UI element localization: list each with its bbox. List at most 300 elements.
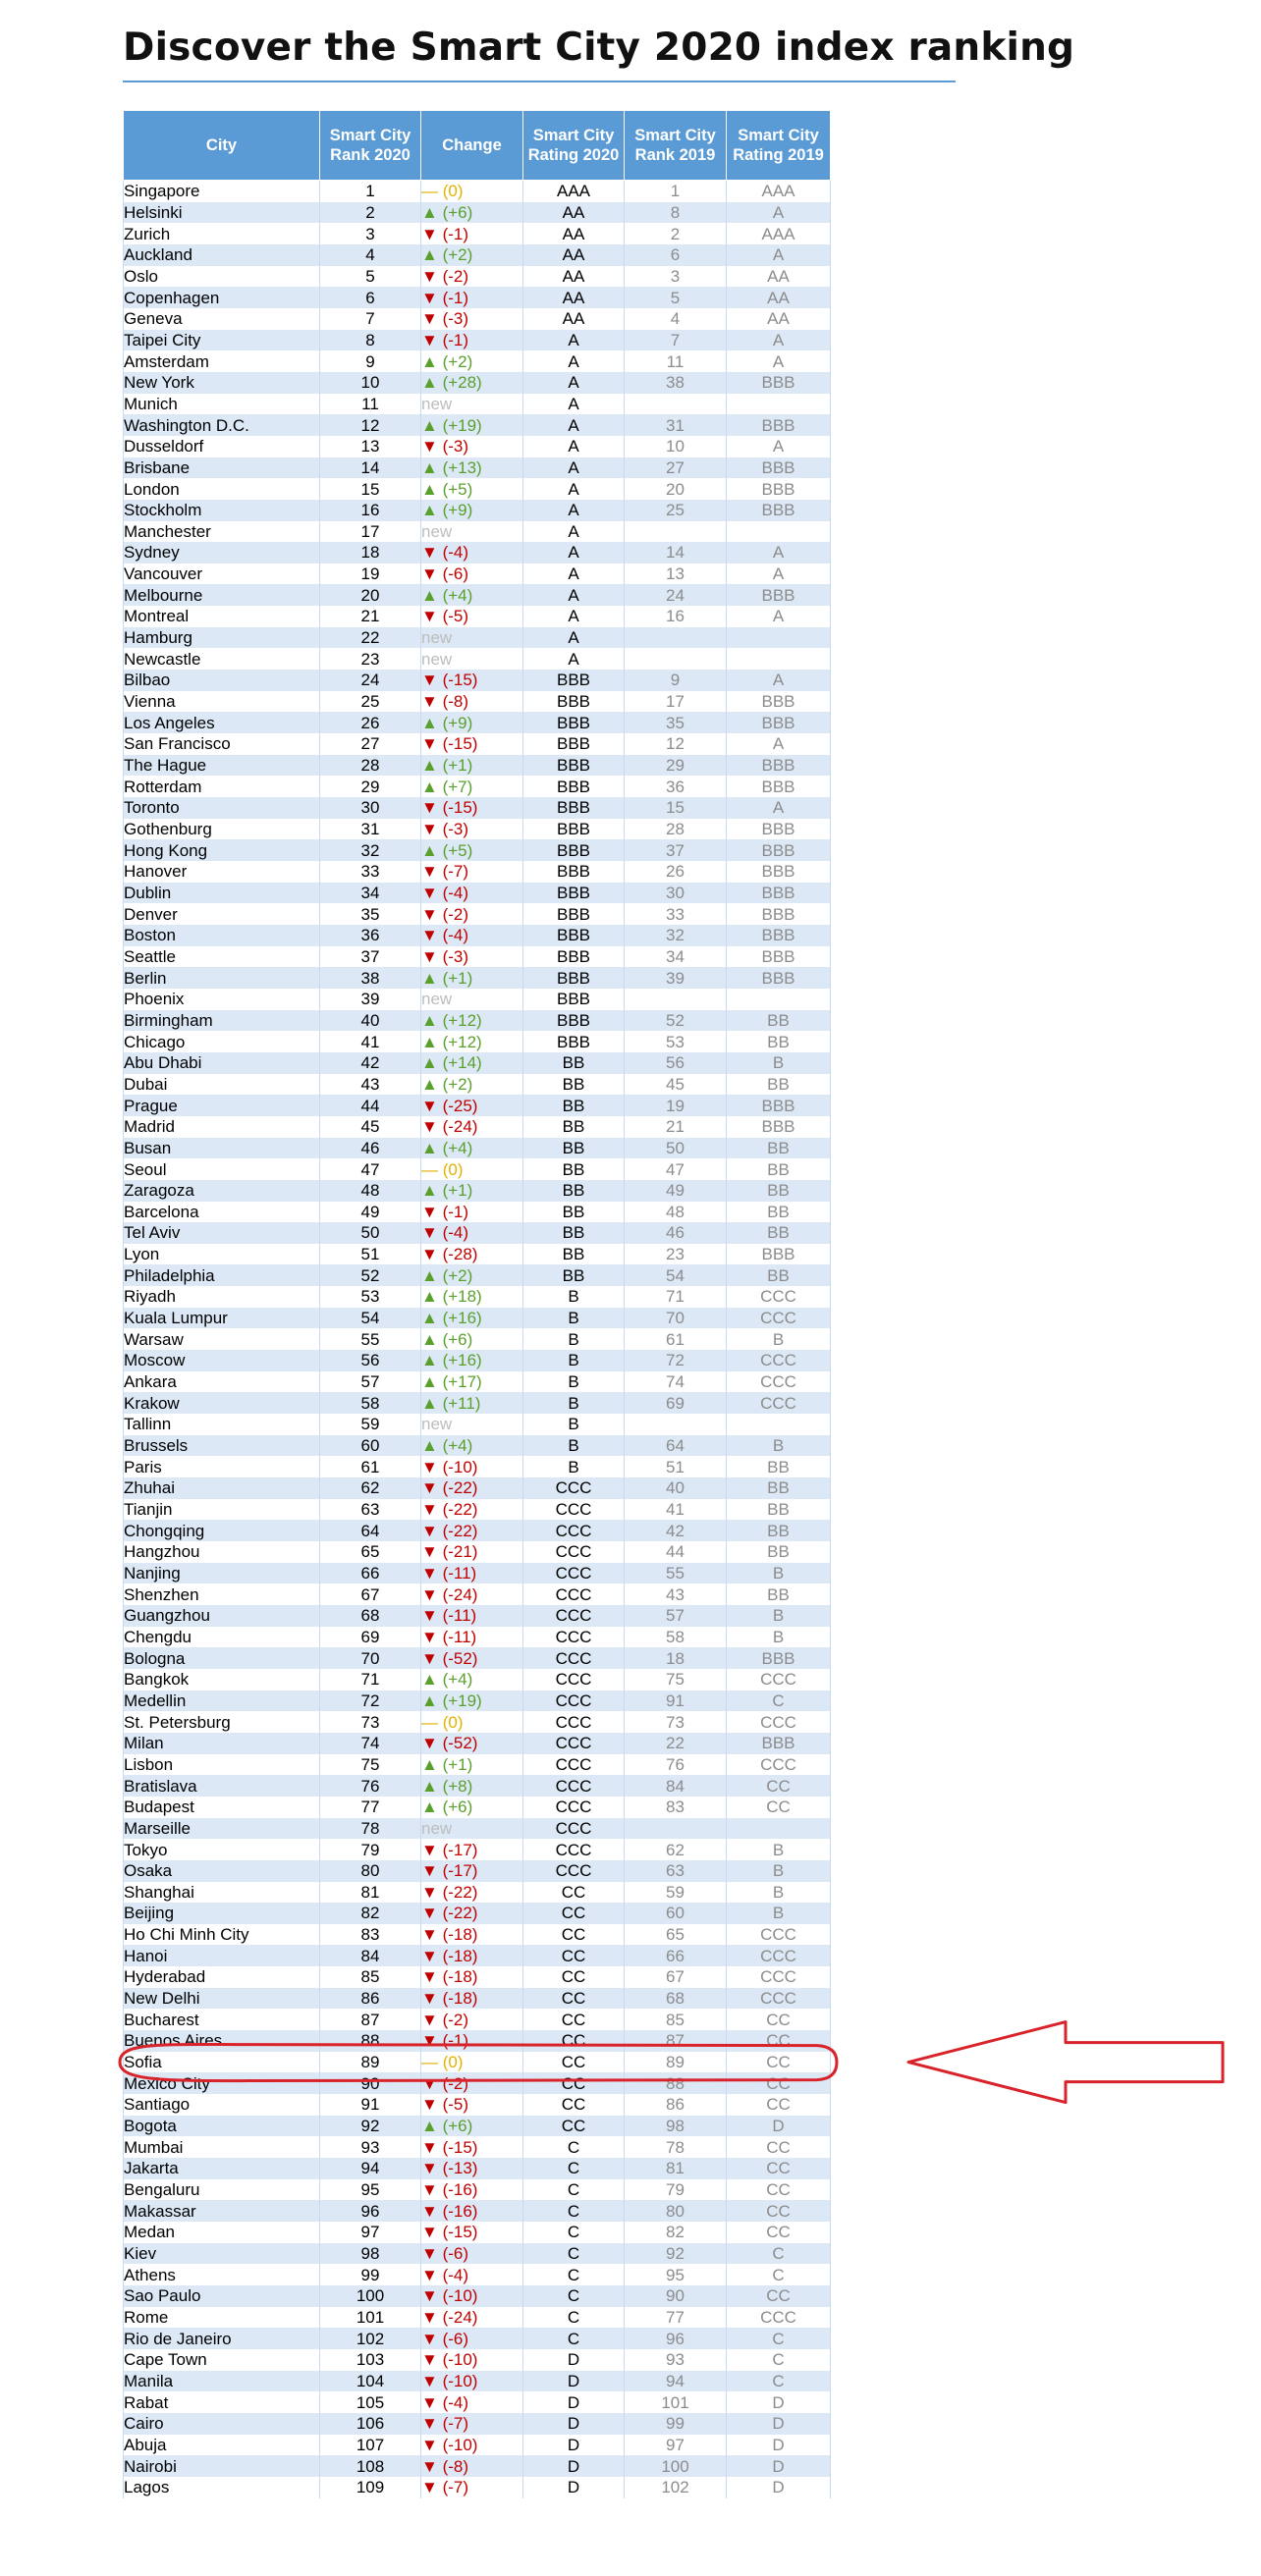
rank-2019-cell: 83 [625, 1797, 727, 1818]
triangle-down-icon: ▼ [421, 2392, 443, 2412]
rank-2019-cell: 28 [625, 819, 727, 840]
change-value: (-5) [442, 2095, 469, 2115]
rating-2019-cell: BB [727, 1138, 831, 1159]
change-value: (-10) [442, 2435, 478, 2454]
rating-2019-cell: BB [727, 1010, 831, 1032]
rating-2020-cell: BB [523, 1222, 625, 1244]
triangle-down-icon: ▼ [421, 288, 443, 307]
rank-2020-cell: 58 [320, 1392, 421, 1414]
change-value: (+4) [442, 1670, 473, 1690]
rank-2019-cell: 17 [625, 691, 727, 713]
rating-2020-cell: CC [523, 2030, 625, 2052]
rating-2020-cell: B [523, 1328, 625, 1350]
rating-2019-cell: BB [727, 1074, 831, 1096]
triangle-up-icon: ▲ [421, 1776, 443, 1796]
change-value: (-4) [442, 883, 469, 902]
rank-2020-cell: 61 [320, 1456, 421, 1477]
rank-2019-cell: 98 [625, 2116, 727, 2137]
change-value: (-28) [442, 1245, 478, 1264]
change-value: (-5) [442, 607, 469, 626]
triangle-down-icon: ▼ [421, 543, 443, 563]
rating-2020-cell: BBB [523, 967, 625, 989]
rating-2019-cell: CC [727, 2200, 831, 2222]
city-cell: Hong Kong [124, 839, 320, 861]
rank-2020-cell: 8 [320, 330, 421, 351]
rating-2019-cell: CC [727, 1797, 831, 1818]
triangle-up-icon: ▲ [421, 457, 443, 477]
city-cell: Nairobi [124, 2455, 320, 2477]
rating-2019-cell: A [727, 542, 831, 564]
rating-2020-cell: CCC [523, 1860, 625, 1882]
rank-2019-cell: 7 [625, 330, 727, 351]
city-cell: Mexico City [124, 2072, 320, 2094]
change-value: (+18) [442, 1287, 482, 1307]
triangle-up-icon: ▲ [421, 756, 443, 776]
city-cell: Berlin [124, 967, 320, 989]
city-cell: St. Petersburg [124, 1711, 320, 1733]
triangle-down-icon: ▼ [421, 1202, 443, 1221]
triangle-down-icon: ▼ [421, 1584, 443, 1604]
rating-2019-cell: BBB [727, 1095, 831, 1116]
triangle-up-icon: ▲ [421, 373, 443, 393]
rank-2020-cell: 49 [320, 1202, 421, 1223]
city-cell: Bratislava [124, 1775, 320, 1797]
rating-2019-cell: CCC [727, 1308, 831, 1329]
triangle-down-icon: ▼ [421, 1904, 443, 1923]
rank-2020-cell: 80 [320, 1860, 421, 1882]
change-value: (+4) [442, 585, 473, 605]
rank-2020-cell: 37 [320, 946, 421, 968]
rating-2020-cell: BBB [523, 755, 625, 777]
rank-2019-cell: 1 [625, 181, 727, 202]
triangle-down-icon: ▼ [421, 1606, 443, 1626]
rating-2020-cell: AA [523, 266, 625, 288]
rating-2020-cell: AA [523, 244, 625, 266]
rank-2019-cell: 31 [625, 414, 727, 436]
rating-2019-cell: CCC [727, 1924, 831, 1946]
rank-2020-cell: 45 [320, 1116, 421, 1138]
rating-2019-cell: CC [727, 2052, 831, 2073]
rating-2020-cell: BB [523, 1052, 625, 1074]
triangle-down-icon: ▼ [421, 224, 443, 243]
rank-2019-cell: 33 [625, 903, 727, 925]
rating-2020-cell: D [523, 2413, 625, 2435]
dash-icon: — [421, 182, 443, 201]
rating-2020-cell: CCC [523, 1647, 625, 1669]
change-value: (+1) [442, 1754, 473, 1774]
change-value: (-7) [442, 2478, 469, 2497]
triangle-down-icon: ▼ [421, 2286, 443, 2306]
rank-2020-cell: 87 [320, 2009, 421, 2030]
rating-2019-cell: CCC [727, 1669, 831, 1690]
rating-2019-cell: CC [727, 1775, 831, 1797]
rating-2019-cell: BBB [727, 457, 831, 479]
rank-2019-cell: 79 [625, 2179, 727, 2201]
city-cell: Manila [124, 2371, 320, 2392]
change-value: (-16) [442, 2180, 478, 2200]
triangle-up-icon: ▲ [421, 1010, 443, 1030]
rank-2020-cell: 82 [320, 1903, 421, 1924]
city-cell: Budapest [124, 1797, 320, 1818]
change-value: (+14) [442, 1053, 482, 1073]
change-value: (-16) [442, 2201, 478, 2221]
rank-2020-cell: 84 [320, 1945, 421, 1966]
rating-2019-cell: CCC [727, 1754, 831, 1776]
rating-2019-cell: CC [727, 2285, 831, 2307]
change-value: (+11) [442, 1393, 481, 1413]
rating-2019-cell: CCC [727, 1966, 831, 1988]
rank-2020-cell: 47 [320, 1158, 421, 1180]
triangle-down-icon: ▼ [421, 1478, 443, 1498]
rating-2020-cell: C [523, 2307, 625, 2329]
rank-2019-cell: 53 [625, 1031, 727, 1052]
change-value: (-11) [442, 1606, 477, 1626]
rating-2019-cell: D [727, 2435, 831, 2456]
change-value: (-15) [442, 2137, 478, 2157]
rank-2019-cell: 4 [625, 308, 727, 330]
triangle-down-icon: ▼ [421, 904, 443, 924]
city-cell: Phoenix [124, 989, 320, 1010]
city-cell: Amsterdam [124, 350, 320, 372]
rating-2020-cell: CCC [523, 1669, 625, 1690]
change-value: (-7) [442, 862, 469, 882]
rank-2019-cell: 46 [625, 1222, 727, 1244]
rating-2020-cell: B [523, 1371, 625, 1393]
rating-2019-cell: A [727, 670, 831, 691]
city-cell: Lyon [124, 1244, 320, 1265]
rating-2019-cell: A [727, 564, 831, 585]
city-cell: London [124, 478, 320, 500]
triangle-up-icon: ▲ [421, 1309, 443, 1328]
change-value: (+8) [442, 1776, 473, 1796]
triangle-up-icon: ▲ [421, 777, 443, 796]
rating-2019-cell: B [727, 1605, 831, 1627]
rank-2020-cell: 104 [320, 2371, 421, 2392]
rank-2019-cell: 23 [625, 1244, 727, 1265]
rating-2020-cell: D [523, 2349, 625, 2371]
change-value: (-3) [442, 820, 469, 839]
change-value: (-4) [442, 926, 469, 945]
rating-2019-cell: CC [727, 2094, 831, 2116]
rank-2019-cell: 39 [625, 967, 727, 989]
rank-2019-cell: 87 [625, 2030, 727, 2052]
city-cell: Hanover [124, 861, 320, 883]
rank-2020-cell: 72 [320, 1690, 421, 1712]
city-cell: Shanghai [124, 1882, 320, 1904]
triangle-down-icon: ▼ [421, 437, 443, 456]
rank-2020-cell: 79 [320, 1839, 421, 1860]
change-value: (+16) [442, 1309, 482, 1328]
triangle-down-icon: ▼ [421, 2456, 443, 2476]
city-cell: Moscow [124, 1350, 320, 1371]
rating-2020-cell: BBB [523, 776, 625, 797]
rank-2020-cell: 31 [320, 819, 421, 840]
rank-2019-cell: 93 [625, 2349, 727, 2371]
city-cell: Makassar [124, 2200, 320, 2222]
rank-2019-cell: 5 [625, 287, 727, 308]
change-value: (-2) [442, 2010, 469, 2029]
rating-2019-cell: D [727, 2455, 831, 2477]
city-cell: Munich [124, 394, 320, 415]
header-city: City [124, 111, 320, 181]
rating-2020-cell: BBB [523, 733, 625, 755]
rating-2020-cell: CCC [523, 1839, 625, 1860]
rank-2019-cell: 52 [625, 1010, 727, 1032]
rating-2019-cell: B [727, 1052, 831, 1074]
change-value: (-24) [442, 2307, 478, 2327]
rank-2020-cell: 93 [320, 2136, 421, 2158]
rank-2020-cell: 27 [320, 733, 421, 755]
rating-2020-cell: C [523, 2285, 625, 2307]
rank-2020-cell: 94 [320, 2158, 421, 2179]
triangle-down-icon: ▼ [421, 2265, 443, 2284]
rank-2020-cell: 34 [320, 883, 421, 904]
rank-2019-cell: 3 [625, 266, 727, 288]
rank-2020-cell: 76 [320, 1775, 421, 1797]
rank-2020-cell: 70 [320, 1647, 421, 1669]
change-value: (+7) [442, 777, 473, 796]
rating-2019-cell: A [727, 436, 831, 457]
rank-2020-cell: 30 [320, 797, 421, 819]
rating-2020-cell: CCC [523, 1627, 625, 1648]
rating-2020-cell: A [523, 648, 625, 670]
city-cell: Cape Town [124, 2349, 320, 2371]
rating-2020-cell: A [523, 584, 625, 606]
rating-2019-cell: AA [727, 266, 831, 288]
rating-2020-cell: D [523, 2391, 625, 2413]
change-value: (+2) [442, 351, 473, 371]
rank-2020-cell: 42 [320, 1052, 421, 1074]
triangle-down-icon: ▼ [421, 926, 443, 945]
rank-2020-cell: 11 [320, 394, 421, 415]
change-value: new [421, 628, 453, 648]
triangle-up-icon: ▲ [421, 1351, 443, 1370]
rank-2020-cell: 48 [320, 1180, 421, 1202]
rank-2019-cell: 57 [625, 1605, 727, 1627]
rank-2019-cell: 70 [625, 1308, 727, 1329]
triangle-down-icon: ▼ [421, 2478, 443, 2497]
rank-2019-cell: 11 [625, 350, 727, 372]
rating-2019-cell: CC [727, 2158, 831, 2179]
rating-2020-cell: CCC [523, 1477, 625, 1499]
triangle-down-icon: ▼ [421, 798, 443, 818]
rank-2020-cell: 63 [320, 1499, 421, 1521]
rating-2020-cell: BB [523, 1095, 625, 1116]
city-cell: Bucharest [124, 2009, 320, 2030]
rank-2020-cell: 40 [320, 1010, 421, 1032]
city-cell: Abu Dhabi [124, 1052, 320, 1074]
rank-2019-cell: 42 [625, 1520, 727, 1541]
city-cell: Brisbane [124, 457, 320, 479]
change-value: (-22) [442, 1478, 478, 1498]
city-cell: Abuja [124, 2435, 320, 2456]
rank-2019-cell: 41 [625, 1499, 727, 1521]
rank-2019-cell: 48 [625, 1202, 727, 1223]
rating-2019-cell: BBB [727, 1733, 831, 1754]
change-value: (-10) [442, 2371, 478, 2390]
triangle-down-icon: ▼ [421, 2414, 443, 2434]
rank-2020-cell: 7 [320, 308, 421, 330]
rating-2019-cell: BBB [727, 1116, 831, 1138]
change-value: new [421, 649, 453, 669]
rank-2019-cell: 71 [625, 1286, 727, 1308]
change-value: (0) [442, 182, 464, 201]
rank-2020-cell: 16 [320, 500, 421, 521]
triangle-down-icon: ▼ [421, 2095, 443, 2115]
rating-2020-cell: CC [523, 1903, 625, 1924]
rating-2020-cell: BB [523, 1180, 625, 1202]
change-value: (-1) [442, 224, 469, 243]
rank-2020-cell: 33 [320, 861, 421, 883]
rank-2020-cell: 105 [320, 2391, 421, 2413]
rank-2019-cell: 51 [625, 1456, 727, 1477]
rank-2020-cell: 17 [320, 521, 421, 543]
change-value: (+17) [442, 1372, 482, 1392]
triangle-up-icon: ▲ [421, 245, 443, 265]
city-cell: New Delhi [124, 1988, 320, 2010]
rank-2020-cell: 96 [320, 2200, 421, 2222]
change-value: (-6) [442, 2243, 469, 2263]
rating-2020-cell: BBB [523, 946, 625, 968]
rank-2020-cell: 36 [320, 925, 421, 946]
rank-2019-cell: 27 [625, 457, 727, 479]
triangle-up-icon: ▲ [421, 1181, 443, 1201]
page-title: Discover the Smart City 2020 index ranking [123, 26, 1075, 70]
triangle-up-icon: ▲ [421, 1798, 443, 1817]
rating-2020-cell: CCC [523, 1775, 625, 1797]
rank-2020-cell: 66 [320, 1563, 421, 1584]
rank-2020-cell: 3 [320, 223, 421, 244]
rating-2020-cell: A [523, 478, 625, 500]
city-cell: Brussels [124, 1435, 320, 1457]
triangle-down-icon: ▼ [421, 564, 443, 584]
rank-2020-cell: 46 [320, 1138, 421, 1159]
rank-2019-cell: 82 [625, 2222, 727, 2243]
rating-2020-cell: A [523, 350, 625, 372]
rating-2020-cell: A [523, 627, 625, 649]
triangle-down-icon: ▼ [421, 2243, 443, 2263]
city-cell: Bologna [124, 1647, 320, 1669]
rating-2020-cell: BB [523, 1264, 625, 1286]
rating-2019-cell: A [727, 350, 831, 372]
city-cell: Auckland [124, 244, 320, 266]
triangle-down-icon: ▼ [421, 330, 443, 349]
change-value: (-7) [442, 2414, 469, 2434]
rank-2020-cell: 43 [320, 1074, 421, 1096]
rank-2020-cell: 24 [320, 670, 421, 691]
rank-2019-cell: 18 [625, 1647, 727, 1669]
triangle-down-icon: ▼ [421, 1117, 443, 1137]
change-value: (+1) [442, 1181, 473, 1201]
rating-2020-cell: BBB [523, 903, 625, 925]
city-cell: Tokyo [124, 1839, 320, 1860]
city-cell: Nanjing [124, 1563, 320, 1584]
change-value: (-24) [442, 1584, 478, 1604]
rank-2020-cell: 13 [320, 436, 421, 457]
rank-2020-cell: 56 [320, 1350, 421, 1371]
city-cell: Chicago [124, 1031, 320, 1052]
rank-2019-cell: 8 [625, 202, 727, 224]
triangle-down-icon: ▼ [421, 1563, 443, 1583]
change-value: (-22) [442, 1882, 478, 1902]
rating-2020-cell: D [523, 2455, 625, 2477]
city-cell: Bangkok [124, 1669, 320, 1690]
rating-2020-cell: BBB [523, 691, 625, 713]
city-cell: Medellin [124, 1690, 320, 1712]
triangle-down-icon: ▼ [421, 2350, 443, 2370]
rating-2019-cell: B [727, 1860, 831, 1882]
change-value: (+6) [442, 2117, 473, 2136]
rank-2019-cell: 34 [625, 946, 727, 968]
rating-2019-cell: A [727, 330, 831, 351]
rating-2020-cell: C [523, 2179, 625, 2201]
triangle-down-icon: ▼ [421, 1245, 443, 1264]
city-cell: Boston [124, 925, 320, 946]
rank-2020-cell: 25 [320, 691, 421, 713]
change-value: (-22) [442, 1521, 478, 1540]
dash-icon: — [421, 1159, 443, 1179]
rank-2020-cell: 81 [320, 1882, 421, 1904]
rank-2019-cell: 20 [625, 478, 727, 500]
change-value: (-18) [442, 1925, 478, 1945]
city-cell: Bogota [124, 2116, 320, 2137]
city-cell: Mumbai [124, 2136, 320, 2158]
header-rating-2019: Smart City Rating 2019 [727, 111, 831, 181]
rank-2019-cell: 102 [625, 2477, 727, 2498]
rating-2019-cell: CC [727, 2179, 831, 2201]
rank-2020-cell: 78 [320, 1818, 421, 1840]
rating-2019-cell: B [727, 1903, 831, 1924]
triangle-up-icon: ▲ [421, 479, 443, 499]
city-cell: Melbourne [124, 584, 320, 606]
triangle-up-icon: ▲ [421, 1372, 443, 1392]
city-cell: Kuala Lumpur [124, 1308, 320, 1329]
triangle-down-icon: ▼ [421, 2010, 443, 2029]
rating-2019-cell: CCC [727, 1392, 831, 1414]
triangle-down-icon: ▼ [421, 946, 443, 966]
rating-2020-cell: A [523, 394, 625, 415]
city-cell: Lagos [124, 2477, 320, 2498]
triangle-up-icon: ▲ [421, 1393, 443, 1413]
rank-2020-cell: 26 [320, 712, 421, 733]
change-value: (-6) [442, 2329, 469, 2348]
rating-2019-cell: BB [727, 1031, 831, 1052]
rank-2020-cell: 55 [320, 1328, 421, 1350]
rank-2020-cell: 65 [320, 1541, 421, 1563]
rating-2019-cell: CCC [727, 1711, 831, 1733]
rating-2019-cell: C [727, 2243, 831, 2265]
rank-2020-cell: 21 [320, 606, 421, 627]
change-value: (-25) [442, 1096, 478, 1115]
change-value: (-17) [442, 1861, 478, 1881]
change-value: (0) [442, 1159, 464, 1179]
rank-2019-cell: 25 [625, 500, 727, 521]
rating-2019-cell: CC [727, 2136, 831, 2158]
city-cell: Tel Aviv [124, 1222, 320, 1244]
change-value: (-18) [442, 1967, 478, 1987]
rating-2020-cell: BBB [523, 1031, 625, 1052]
rank-2020-cell: 6 [320, 287, 421, 308]
change-value: (+9) [442, 501, 473, 520]
rating-2019-cell: BB [727, 1202, 831, 1223]
change-value: (+4) [442, 1436, 473, 1456]
change-value: (+13) [442, 457, 482, 477]
rating-2020-cell: CC [523, 1966, 625, 1988]
change-value: (+5) [442, 479, 473, 499]
rank-2019-cell: 67 [625, 1966, 727, 1988]
change-value: (+2) [442, 245, 473, 265]
rating-2019-cell: BB [727, 1158, 831, 1180]
